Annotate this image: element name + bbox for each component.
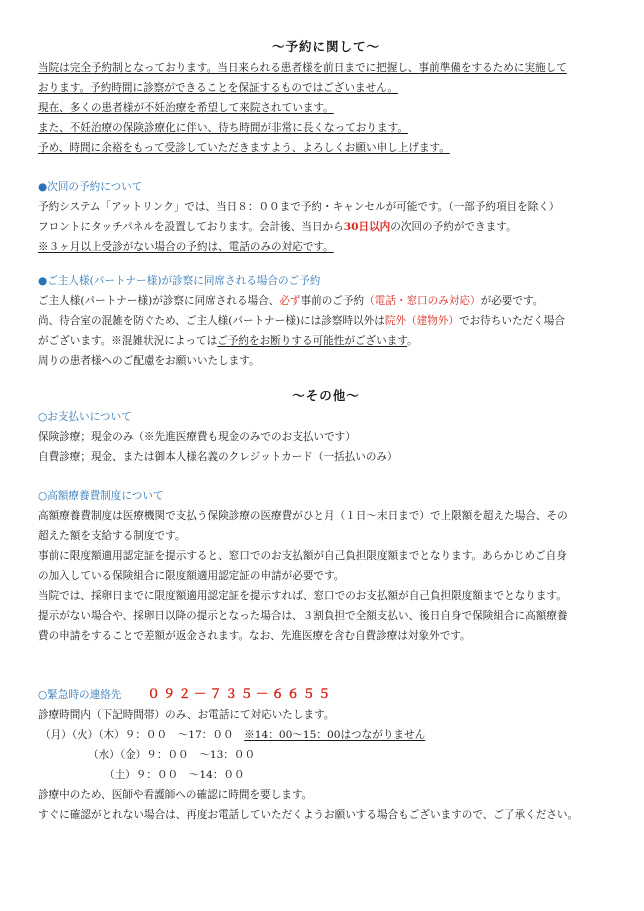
reservation-title: 〜予約に関して〜 (271, 39, 380, 54)
reservation-line-3: 現在、多くの患者様が不妊治療を希望して来院されています。 (38, 102, 334, 114)
partner-line-3 (38, 331, 614, 351)
hours-row-1-note: ※14：00〜15：00はつながりません (244, 729, 426, 741)
partner-line-3-pre: がございます。※混雑状況によっては (38, 335, 218, 347)
partner-line-3-post: 。 (407, 335, 418, 347)
high-cost-line-4: の加入している保険組合に限度額適用認定証の申請が必要です。 (38, 570, 345, 582)
emergency-phone-number: ０９２－７３５－６６５５ (147, 686, 334, 701)
next-booking-line-2 (38, 217, 614, 237)
payment-line-2: 自費診療；現金、または御本人様名義のクレジットカード（一括払いのみ） (38, 451, 398, 463)
partner-line-2-post: でお待ちいただく場合 (459, 315, 565, 327)
reservation-line-1: 当院は完全予約制となっております。当日来られる患者様を前日までに把握し、事前準備をするために実施して (38, 62, 567, 74)
partner-line-1-post: が必要です。 (480, 295, 544, 307)
high-cost-heading: ○高額療養費制度について (38, 490, 164, 502)
hours-row-mon-tue-thu (38, 725, 614, 745)
next-booking-heading: ●次回の予約について (38, 181, 143, 193)
emergency-heading-row (38, 684, 614, 705)
partner-line-4: 周りの患者様へのご配慮をお願いいたします。 (38, 355, 260, 367)
high-cost-line-5: 当院では、採卵日までに限度額適用認定証を提示すれば、窓口でのお支払額が自己負担限度額までとなります。 (38, 590, 567, 602)
payment-heading: ○お支払いについて (38, 411, 132, 423)
emergency-heading: ○緊急時の連絡先 (38, 689, 122, 701)
next-booking-line-3: ※３ヶ月以上受診がない場合の予約は、電話のみの対応です。 (38, 241, 334, 253)
partner-heading: ●ご主人様(パートナー様)が診察に同席される場合のご予約 (38, 275, 321, 287)
emergency-line-2: 診療中のため、医師や看護師への確認に時間を要します。 (38, 789, 313, 801)
reservation-line-2: おります。予約時間に診察ができることを保証するものではございません。 (38, 82, 398, 94)
next-booking-line-2-pre: フロントにタッチパネルを設置しております。会計後、当日から (38, 221, 344, 233)
partner-line-2 (38, 311, 614, 331)
hours-row-wed-fri: （水）（金）９：００ 〜13：００ (88, 749, 256, 761)
high-cost-line-7: 費の申請をすることで差額が返金されます。なお、先進医療を含む自費診療は対象外です。 (38, 630, 471, 642)
partner-required-highlight: 必ず (279, 295, 301, 307)
partner-line-1-mid: 事前のご予約 (300, 295, 365, 307)
reservation-line-5: 予め、時間に余裕をもって受診していただきますよう、よろしくお願い申し上げます。 (38, 142, 450, 154)
emergency-line-1: 診療時間内（下記時間帯）のみ、お電話にて対応いたします。 (38, 709, 335, 721)
next-booking-days-highlight: 30日以内 (343, 221, 391, 233)
partner-decline-notice: ご予約をお断りする可能性がございます (217, 335, 408, 347)
payment-line-1: 保険診療；現金のみ（※先進医療費も現金のみでのお支払いです） (38, 431, 356, 443)
partner-line-2-pre: 尚、待合室の混雑を防ぐため、ご主人様(パートナー様)には診察時以外は (38, 315, 385, 327)
document-page (38, 36, 614, 825)
hours-row-sat: （土）９：００ 〜14：００ (104, 769, 245, 781)
partner-contact-highlight: （電話・窓口のみ対応） (364, 295, 481, 307)
high-cost-line-6: 提示がない場合や、採卵日以降の提示となった場合は、３割負担で全額支払い、後日自身で保険組合に高額療養 (38, 610, 568, 622)
next-booking-line-2-post: の次回の予約ができます。 (390, 221, 517, 233)
hours-row-1-text: （月）（火）（木）９：００ 〜17：００ (40, 729, 245, 741)
next-booking-line-1: 予約システム「アットリンク」では、当日８：００まで予約・キャンセルが可能です。（一部予約項目を除く） (38, 201, 560, 213)
high-cost-line-2: 超えた額を支給する制度です。 (38, 530, 186, 542)
other-title: 〜その他〜 (292, 388, 360, 403)
partner-line-1 (38, 291, 614, 311)
emergency-line-3: すぐに確認がとれない場合は、再度お電話していただくようお願いする場合もございますので、ご了承ください。 (38, 809, 579, 821)
partner-outside-highlight: 院外（建物外） (384, 315, 459, 327)
high-cost-line-3: 事前に限度額適用認定証を提示すると、窓口でのお支払額が自己負担限度額までとなります。あらかじめご自身 (38, 550, 567, 562)
high-cost-line-1: 高額療養費制度は医療機関で支払う保険診療の医療費がひと月（１日〜末日まで）で上限額を超えた場合、その (38, 510, 568, 522)
partner-line-1-pre: ご主人様(パートナー様)が診察に同席される場合、 (38, 295, 280, 307)
reservation-line-4: また、不妊治療の保険診療化に伴い、待ち時間が非常に長くなっております。 (38, 122, 408, 134)
